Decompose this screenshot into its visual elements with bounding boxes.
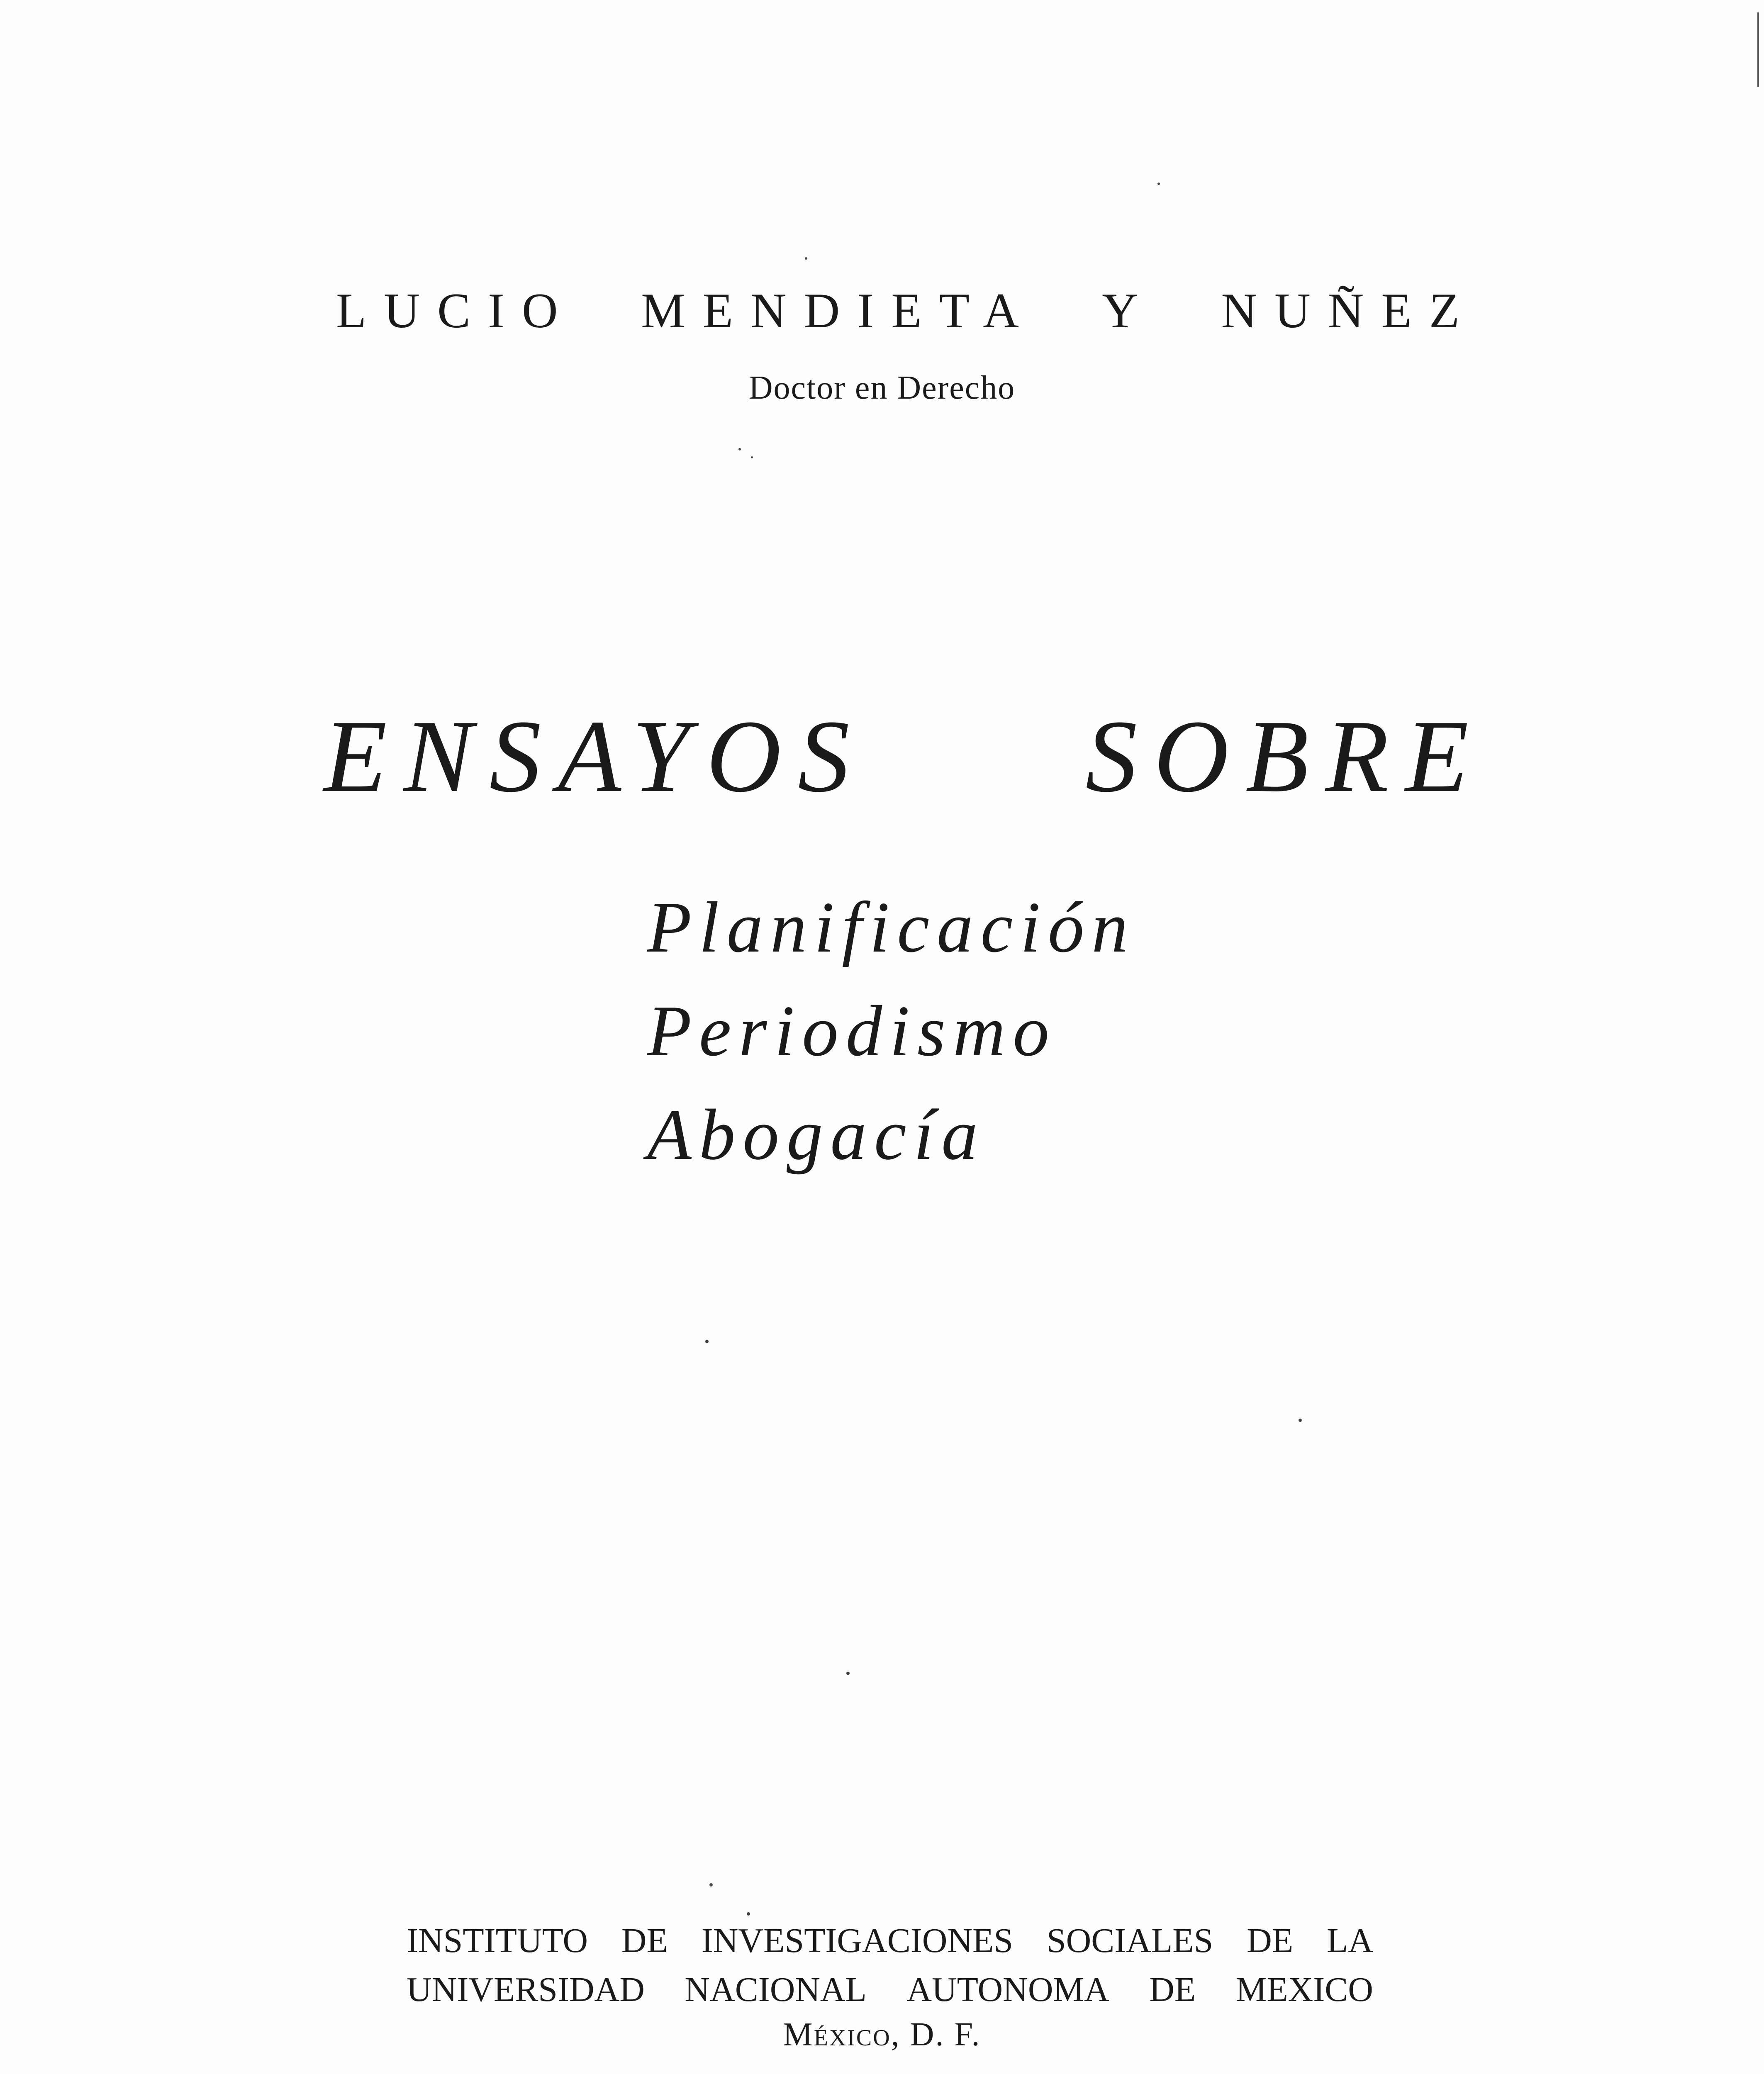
scan-speck [846, 1672, 850, 1675]
publisher-word: LA [1327, 1921, 1373, 1960]
subject-line: Periodismo [647, 991, 1057, 1071]
scan-edge-mark [1757, 12, 1759, 87]
publisher-line-2 [407, 1965, 1373, 2014]
subject-line: Planificación [647, 887, 1135, 967]
publisher-word: AUTONOMA [906, 1970, 1109, 2009]
title-word: SOBRE [1085, 699, 1485, 814]
author-word: NUÑEZ [1221, 283, 1477, 338]
scan-speck [1157, 183, 1160, 185]
publisher-word: DE [621, 1921, 668, 1960]
publisher-word: UNIVERSIDAD [407, 1970, 645, 2009]
author-degree: Doctor en Derecho [748, 370, 1016, 406]
publisher-word: INSTITUTO [407, 1921, 588, 1960]
book-title [324, 697, 1485, 816]
author-word: MENDIETA [641, 283, 1036, 338]
publisher-word: DE [1149, 1970, 1196, 2009]
scan-speck [751, 456, 753, 458]
scan-speck [709, 1883, 713, 1887]
title-word: ENSAYOS [324, 699, 866, 814]
subject-line: Abogacía [647, 1094, 985, 1175]
scan-speck [705, 1340, 709, 1343]
publisher-line-1 [407, 1916, 1373, 1965]
author-word: Y [1102, 283, 1156, 338]
author-word: LUCIO [336, 283, 575, 338]
publisher-word: NACIONAL [685, 1970, 867, 2009]
book-subjects [647, 875, 1135, 1186]
publisher-block [407, 1916, 1373, 2014]
author-name [336, 282, 1477, 344]
publisher-word: INVESTIGACIONES [701, 1921, 1014, 1960]
scan-speck [738, 448, 741, 450]
scan-speck [805, 257, 807, 260]
publisher-word: SOCIALES [1046, 1921, 1213, 1960]
scan-speck [747, 1912, 750, 1916]
publication-place: México, D. F. [783, 2016, 981, 2053]
publisher-word: DE [1247, 1921, 1294, 1960]
publisher-word: MEXICO [1235, 1970, 1373, 2009]
scan-speck [1299, 1419, 1302, 1422]
